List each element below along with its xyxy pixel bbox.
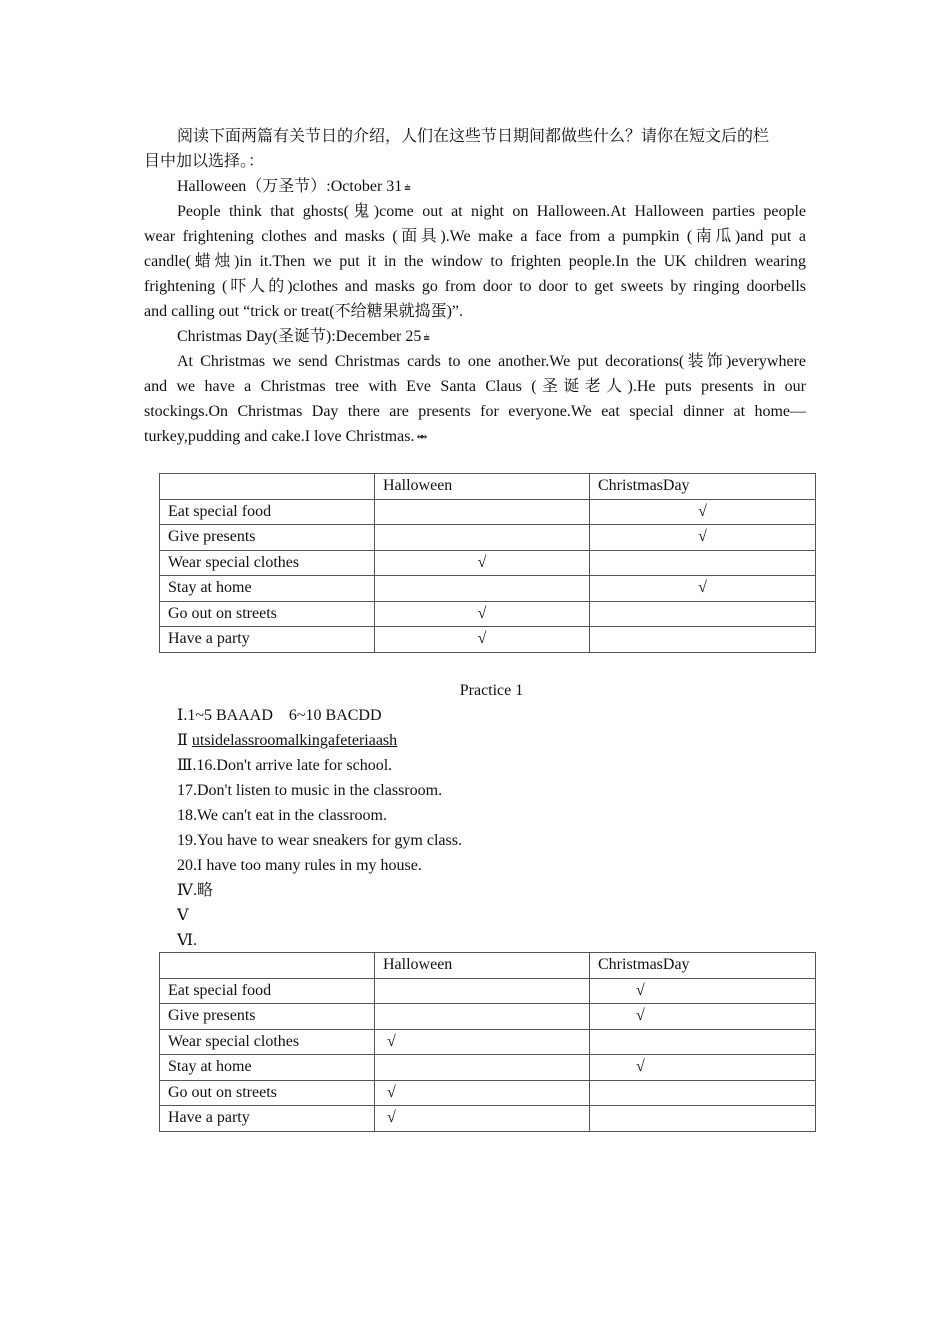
christmas-line: and we have a Christmas tree with Eve Santa Claus (圣诞老人).He puts presents in our	[144, 378, 806, 395]
answer-section-2	[177, 728, 817, 753]
anchor-icon: ⥈	[416, 429, 428, 444]
header-cell-christmas: ChristmasDay	[590, 474, 816, 500]
answer-section-6: Ⅵ.	[177, 932, 198, 949]
halloween-check-cell	[375, 1055, 590, 1081]
christmas-check-cell	[590, 627, 816, 653]
answer-section-1: Ⅰ.1~5 BAAAD 6~10 BACDD	[177, 707, 382, 724]
halloween-check-cell	[375, 499, 590, 525]
christmas-check-cell	[590, 1029, 816, 1055]
header-cell-halloween: Halloween	[375, 953, 590, 979]
table-row	[160, 1106, 816, 1132]
christmas-line: At Christmas we send Christmas cards to one another.We put decorations(装饰)everywhere	[177, 353, 806, 370]
activity-cell: Have a party	[160, 1106, 375, 1132]
answer-section-3-item: 18.We can't eat in the classroom.	[177, 807, 387, 824]
table-row	[160, 601, 816, 627]
christmas-check-cell: √	[590, 978, 816, 1004]
table-row	[160, 978, 816, 1004]
christmas-line: stockings.On Christmas Day there are presents for everyone.We eat special dinner at home—	[144, 403, 806, 420]
answer-key	[177, 703, 817, 953]
christmas-check-cell	[590, 550, 816, 576]
activity-cell: Give presents	[160, 1004, 375, 1030]
answer-section-5: Ⅴ	[177, 907, 189, 924]
activity-cell: Wear special clothes	[160, 550, 375, 576]
paragraph-mark-icon: ⩧	[404, 182, 411, 194]
activity-cell: Stay at home	[160, 576, 375, 602]
paragraph-mark-icon: ⩧	[423, 332, 430, 344]
table-row	[160, 1004, 816, 1030]
activity-cell: Have a party	[160, 627, 375, 653]
activity-cell: Go out on streets	[160, 1080, 375, 1106]
halloween-check-cell: √	[375, 1080, 590, 1106]
christmas-heading-text: Christmas Day(圣诞节):December 25	[177, 328, 422, 345]
header-cell-christmas: ChristmasDay	[590, 953, 816, 979]
table-row	[160, 1080, 816, 1106]
header-cell	[160, 953, 375, 979]
table-header-row	[160, 474, 816, 500]
halloween-check-cell: √	[375, 1029, 590, 1055]
halloween-check-cell	[375, 1004, 590, 1030]
halloween-line: frightening (吓人的)clothes and masks go from door to door to get sweets by ringing doorbells	[144, 278, 806, 295]
activity-cell: Go out on streets	[160, 601, 375, 627]
table-row	[160, 576, 816, 602]
halloween-line: People think that ghosts(鬼)come out at night on Halloween.At Halloween parties people	[177, 203, 806, 220]
activity-cell: Eat special food	[160, 978, 375, 1004]
halloween-line: candle(蜡烛)in it.Then we put it in the window to frighten people.In the UK children wearing	[144, 253, 806, 270]
christmas-check-cell: √	[590, 576, 816, 602]
halloween-check-cell	[375, 978, 590, 1004]
halloween-check-cell: √	[375, 1106, 590, 1132]
halloween-heading-text: Halloween（万圣节）:October 31	[177, 178, 403, 195]
header-cell	[160, 474, 375, 500]
christmas-check-cell: √	[590, 1004, 816, 1030]
activity-table-2	[159, 952, 816, 1132]
instruction-line-1: 阅读下面两篇有关节日的介绍，人们在这些节日期间都做些什么？请你在短文后的栏	[177, 128, 770, 145]
activity-cell: Stay at home	[160, 1055, 375, 1081]
halloween-check-cell	[375, 525, 590, 551]
christmas-check-cell: √	[590, 499, 816, 525]
christmas-check-cell: √	[590, 1055, 816, 1081]
christmas-check-cell: √	[590, 525, 816, 551]
table-row	[160, 1055, 816, 1081]
instruction-line-2: 目中加以选择。：	[144, 153, 265, 170]
christmas-line: turkey,pudding and cake.I love Christmas.	[144, 428, 415, 445]
table-row	[160, 550, 816, 576]
christmas-paragraph	[144, 349, 806, 449]
table-row	[160, 499, 816, 525]
activity-cell: Give presents	[160, 525, 375, 551]
halloween-heading	[144, 174, 806, 199]
christmas-check-cell	[590, 1080, 816, 1106]
answer-section-3-item: 20.I have too many rules in my house.	[177, 857, 422, 874]
header-cell-halloween: Halloween	[375, 474, 590, 500]
halloween-paragraph	[144, 199, 806, 324]
reading-passage	[144, 124, 806, 449]
activity-cell: Eat special food	[160, 499, 375, 525]
answer-section-3-item: 19.You have to wear sneakers for gym class.	[177, 832, 462, 849]
answer-section-3-item: 17.Don't listen to music in the classroom.	[177, 782, 443, 799]
halloween-check-cell: √	[375, 550, 590, 576]
practice-title: Practice 1	[459, 682, 524, 699]
activity-cell: Wear special clothes	[160, 1029, 375, 1055]
table-row	[160, 627, 816, 653]
answer-section-4: Ⅳ.略	[177, 882, 213, 899]
table-row	[160, 1029, 816, 1055]
section-2-label: Ⅱ	[177, 732, 188, 749]
answer-section-3-item: Ⅲ.16.Don't arrive late for school.	[177, 757, 393, 774]
christmas-check-cell	[590, 1106, 816, 1132]
christmas-check-cell	[590, 601, 816, 627]
section-2-answer: utsidelassroomalkingafeteriaash	[191, 732, 398, 749]
halloween-line: wear frightening clothes and masks (面具).We make a face from a pumpkin (南瓜)and put a	[144, 228, 806, 245]
halloween-check-cell: √	[375, 601, 590, 627]
halloween-check-cell: √	[375, 627, 590, 653]
table-header-row	[160, 953, 816, 979]
table-row	[160, 525, 816, 551]
halloween-line: and calling out “trick or treat(不给糖果就捣蛋)”.	[144, 303, 464, 320]
christmas-heading	[144, 324, 806, 349]
activity-table-1	[159, 473, 816, 653]
halloween-check-cell	[375, 576, 590, 602]
christmas-line-last	[144, 424, 806, 449]
